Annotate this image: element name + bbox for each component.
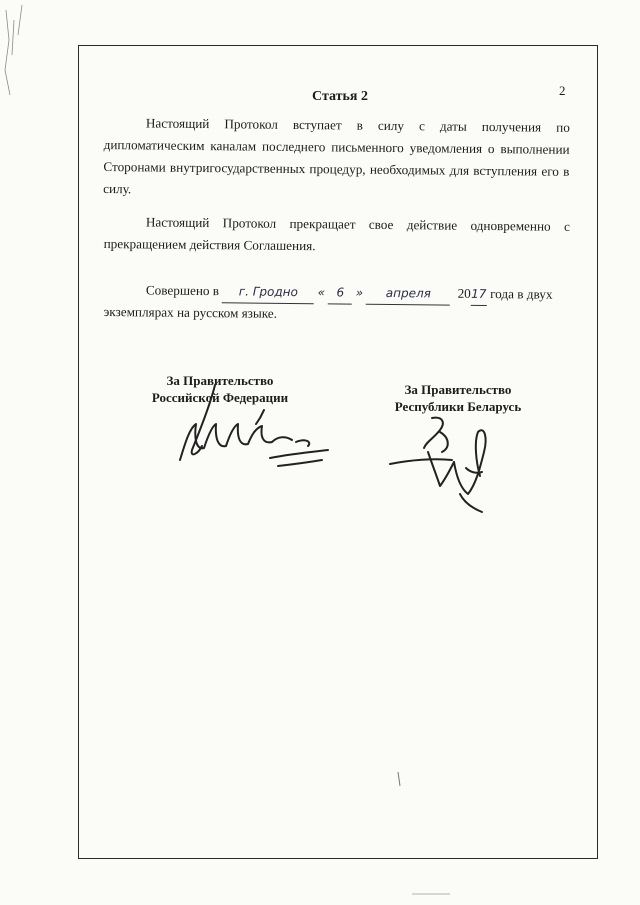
signing-month: апреля xyxy=(366,282,450,306)
signing-suffix: года в двух xyxy=(490,286,553,302)
signatory-belarus-line2: Республики Беларусь xyxy=(394,399,522,414)
page-number: 2 xyxy=(559,83,566,98)
signatory-russia-line2: Российской Федерации xyxy=(151,390,289,405)
signatory-belarus xyxy=(358,381,558,415)
signature-right xyxy=(380,412,520,522)
signing-year-suffix: 17 xyxy=(471,283,487,306)
border-right xyxy=(597,45,598,859)
border-bottom xyxy=(78,858,598,859)
paragraph-entry-into-force: Настоящий Протокол вступает в силу с даты получения по дипломатическим каналам последнего письменного уведомления о выполнении Сторонами внутригосударственных процедур, необходимых для вступления его в силу. xyxy=(103,115,570,197)
signing-place: г. Гродно xyxy=(222,280,314,304)
signing-line-2: экземплярах на русском языке. xyxy=(103,303,278,321)
quote-close: » xyxy=(355,285,364,300)
signature-left xyxy=(160,380,340,500)
border-left xyxy=(78,45,79,859)
scan-speck-bottom xyxy=(410,890,470,900)
scan-speck xyxy=(390,770,410,790)
paragraph-termination: Настоящий Протокол прекращает свое действие одновременно с прекращением действия Соглашения. xyxy=(103,214,570,254)
signing-year-prefix: 20 xyxy=(457,285,471,301)
article-title: Статья 2 xyxy=(312,89,368,104)
signing-day: 6 xyxy=(328,281,352,304)
border-top xyxy=(78,45,598,46)
signatory-belarus-line1: За Правительство xyxy=(404,382,512,397)
quote-open: « xyxy=(317,285,326,300)
signatory-russia-line1: За Правительство xyxy=(166,373,274,388)
signing-prefix: Совершено в xyxy=(145,282,220,299)
signing-clause xyxy=(104,279,570,328)
